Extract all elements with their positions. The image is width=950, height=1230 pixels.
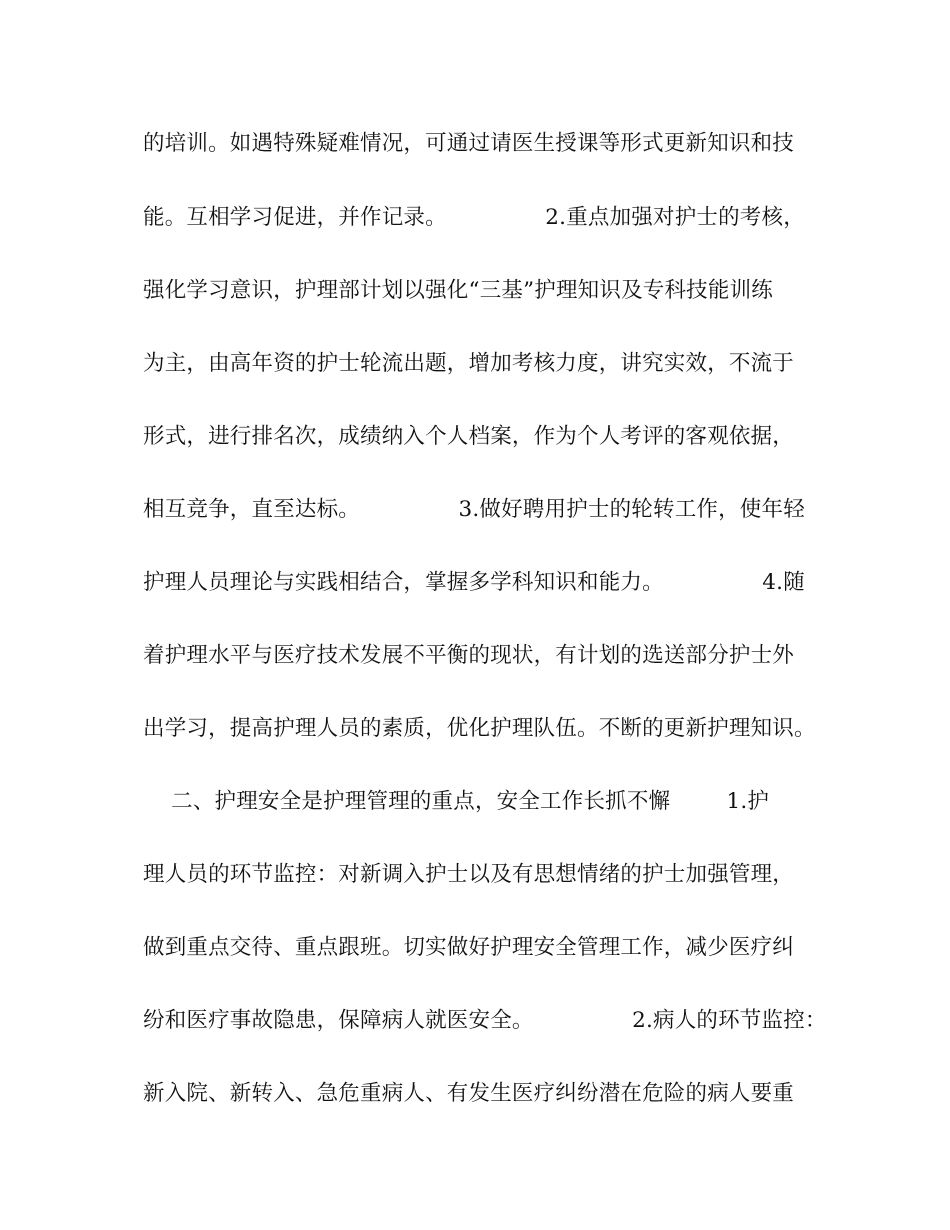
body-text-line: 护理人员理论与实践相结合，掌握多学科知识和能力。 4.随 [143, 570, 805, 595]
body-text-line: 着护理水平与医疗技术发展不平衡的现状，有计划的选送部分护士外 [143, 643, 795, 668]
body-text-line: 相互竞争，直至达标。 3.做好聘用护士的轮转工作，使年轻 [143, 497, 805, 522]
body-text-line: 新入院、新转入、急危重病人、有发生医疗纠纷潜在危险的病人要重 [143, 1081, 795, 1106]
body-text-line: 强化学习意识，护理部计划以强化“三基”护理知识及专科技能训练 [143, 278, 773, 303]
body-text-line: 能。互相学习促进，并作记录。 2.重点加强对护士的考核， [143, 205, 805, 230]
section-heading-line: 二、护理安全是护理管理的重点，安全工作长抓不懈 1.护 [143, 789, 770, 814]
body-text-line: 出学习，提高护理人员的素质，优化护理队伍。不断的更新护理知识。 [143, 716, 816, 741]
body-text-line: 纷和医疗事故隐患，保障病人就医安全。 2.病人的环节监控： [143, 1008, 827, 1033]
body-text-line: 做到重点交待、重点跟班。切实做好护理安全管理工作，减少医疗纠 [143, 935, 795, 960]
body-text-line: 为主，由高年资的护士轮流出题，增加考核力度，讲究实效，不流于 [143, 351, 795, 376]
body-text-line: 理人员的环节监控：对新调入护士以及有思想情绪的护士加强管理， [143, 862, 795, 887]
body-text-line: 的培训。如遇特殊疑难情况，可通过请医生授课等形式更新知识和技 [143, 131, 795, 156]
body-text-line: 形式，进行排名次，成绩纳入个人档案，作为个人考评的客观依据， [143, 424, 795, 449]
